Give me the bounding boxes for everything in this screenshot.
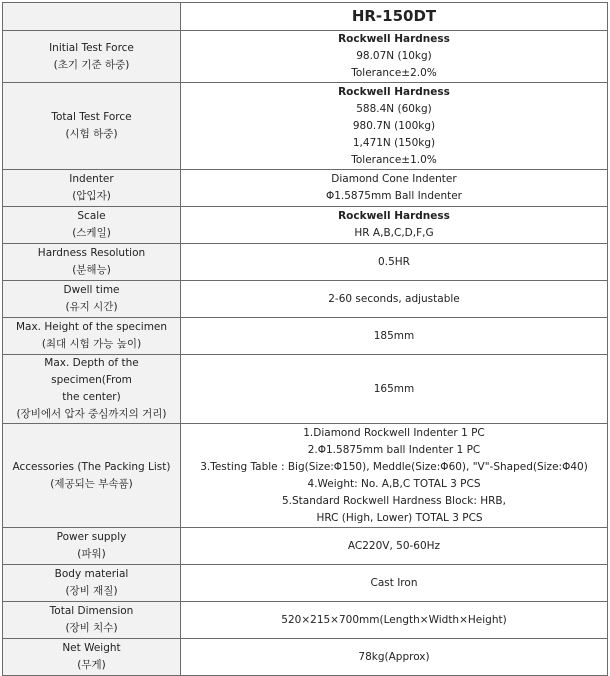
label-en: Max. Depth of the specimen(From: [44, 357, 139, 386]
label-ko: (최대 시험 가능 높이): [41, 338, 142, 350]
label-ko: (장비에서 압자 중심까지의 거리): [16, 408, 167, 420]
label-en: the center): [62, 391, 121, 403]
row-accessories: [3, 424, 608, 528]
label-en: Accessories (The Packing List): [12, 460, 171, 473]
label-cell: [3, 83, 181, 170]
label-en: Body material: [54, 568, 129, 580]
list-item: 4.Weight: No. A,B,C TOTAL 3 PCS: [307, 477, 481, 490]
value-cell: 520×215×700mm(Length×Width×Height): [181, 602, 608, 639]
row-total-dimension: [3, 602, 608, 639]
label-cell: [3, 170, 181, 207]
row-max-depth: [3, 355, 608, 424]
row-body-material: [3, 565, 608, 602]
value-cell: [181, 31, 608, 83]
row-indenter: [3, 170, 608, 207]
row-net-weight: [3, 639, 608, 676]
value-line: Φ1.5875mm Ball Indenter: [325, 190, 463, 202]
label-cell: [3, 281, 181, 318]
row-max-height: [3, 318, 608, 355]
list-item: 1.Diamond Rockwell Indenter 1 PC: [303, 426, 485, 439]
row-power-supply: [3, 528, 608, 565]
label-ko: (제공되는 부속품): [50, 477, 133, 490]
label-en: Power supply: [56, 531, 127, 543]
label-cell: [3, 355, 181, 424]
value-cell: 2-60 seconds, adjustable: [181, 281, 608, 318]
value-heading: Rockwell Hardness: [338, 33, 450, 45]
value-line: 588.4N (60kg): [356, 102, 432, 115]
label-ko: (압입자): [72, 190, 111, 202]
value-line: 980.7N (100kg): [352, 119, 436, 132]
label-cell: [3, 31, 181, 83]
row-initial-test-force: [3, 31, 608, 83]
label-cell: [3, 602, 181, 639]
label-ko: (시험 하중): [65, 128, 118, 140]
label-cell: [3, 565, 181, 602]
header-blank-cell: [3, 3, 181, 31]
value-cell: 0.5HR: [181, 244, 608, 281]
list-item: 3.Testing Table : Big(Size:Φ150), Meddle(Size:Φ60), "V"-Shaped(Size:Φ40): [200, 460, 588, 473]
value-cell: [181, 424, 608, 528]
label-en: Indenter: [69, 173, 114, 185]
label-en: Max. Height of the specimen: [15, 321, 168, 333]
label-en: Hardness Resolution: [37, 247, 146, 259]
row-scale: [3, 207, 608, 244]
list-item: 2.Φ1.5875mm ball Indenter 1 PC: [307, 443, 481, 456]
model-title: HR-150DT: [181, 3, 608, 31]
value-cell: Cast Iron: [181, 565, 608, 602]
label-en: Scale: [77, 210, 106, 222]
value-cell: [181, 170, 608, 207]
value-line: Diamond Cone Indenter: [331, 173, 457, 185]
label-en: Initial Test Force: [49, 41, 134, 54]
label-ko: (스케일): [72, 227, 111, 239]
value-line: 1,471N (150kg): [352, 136, 436, 149]
value-cell: AC220V, 50-60Hz: [181, 528, 608, 565]
header-row: [3, 3, 608, 31]
label-ko: (무게): [77, 659, 106, 671]
row-dwell-time: [3, 281, 608, 318]
row-hardness-resolution: [3, 244, 608, 281]
value-line: 98.07N (10kg): [356, 50, 432, 62]
value-cell: 185mm: [181, 318, 608, 355]
label-cell: [3, 639, 181, 676]
value-heading: Rockwell Hardness: [338, 210, 450, 222]
row-total-test-force: [3, 83, 608, 170]
label-ko: (분해능): [72, 264, 111, 276]
label-ko: (장비 치수): [65, 622, 118, 634]
value-line: HR A,B,C,D,F,G: [354, 227, 434, 239]
label-en: Total Dimension: [49, 605, 134, 617]
list-item: HRC (High, Lower) TOTAL 3 PCS: [316, 511, 483, 524]
label-cell: [3, 207, 181, 244]
label-ko: (장비 재질): [65, 585, 118, 597]
label-en: Total Test Force: [51, 111, 132, 123]
value-line: Tolerance±1.0%: [351, 153, 437, 166]
value-cell: 78kg(Approx): [181, 639, 608, 676]
label-en: Dwell time: [63, 284, 120, 296]
value-line: Tolerance±2.0%: [351, 67, 437, 79]
label-ko: (유지 시간): [65, 301, 118, 313]
value-cell: 165mm: [181, 355, 608, 424]
label-ko: (파워): [77, 548, 106, 560]
spec-table: [2, 2, 608, 676]
list-item: 5.Standard Rockwell Hardness Block: HRB,: [282, 494, 506, 507]
value-cell: [181, 207, 608, 244]
value-cell: [181, 83, 608, 170]
label-ko: (초기 기준 하중): [53, 58, 130, 71]
label-cell: [3, 318, 181, 355]
value-heading: Rockwell Hardness: [338, 85, 450, 98]
label-cell: [3, 244, 181, 281]
label-cell: [3, 528, 181, 565]
label-en: Net Weight: [62, 642, 121, 654]
label-cell: [3, 424, 181, 528]
